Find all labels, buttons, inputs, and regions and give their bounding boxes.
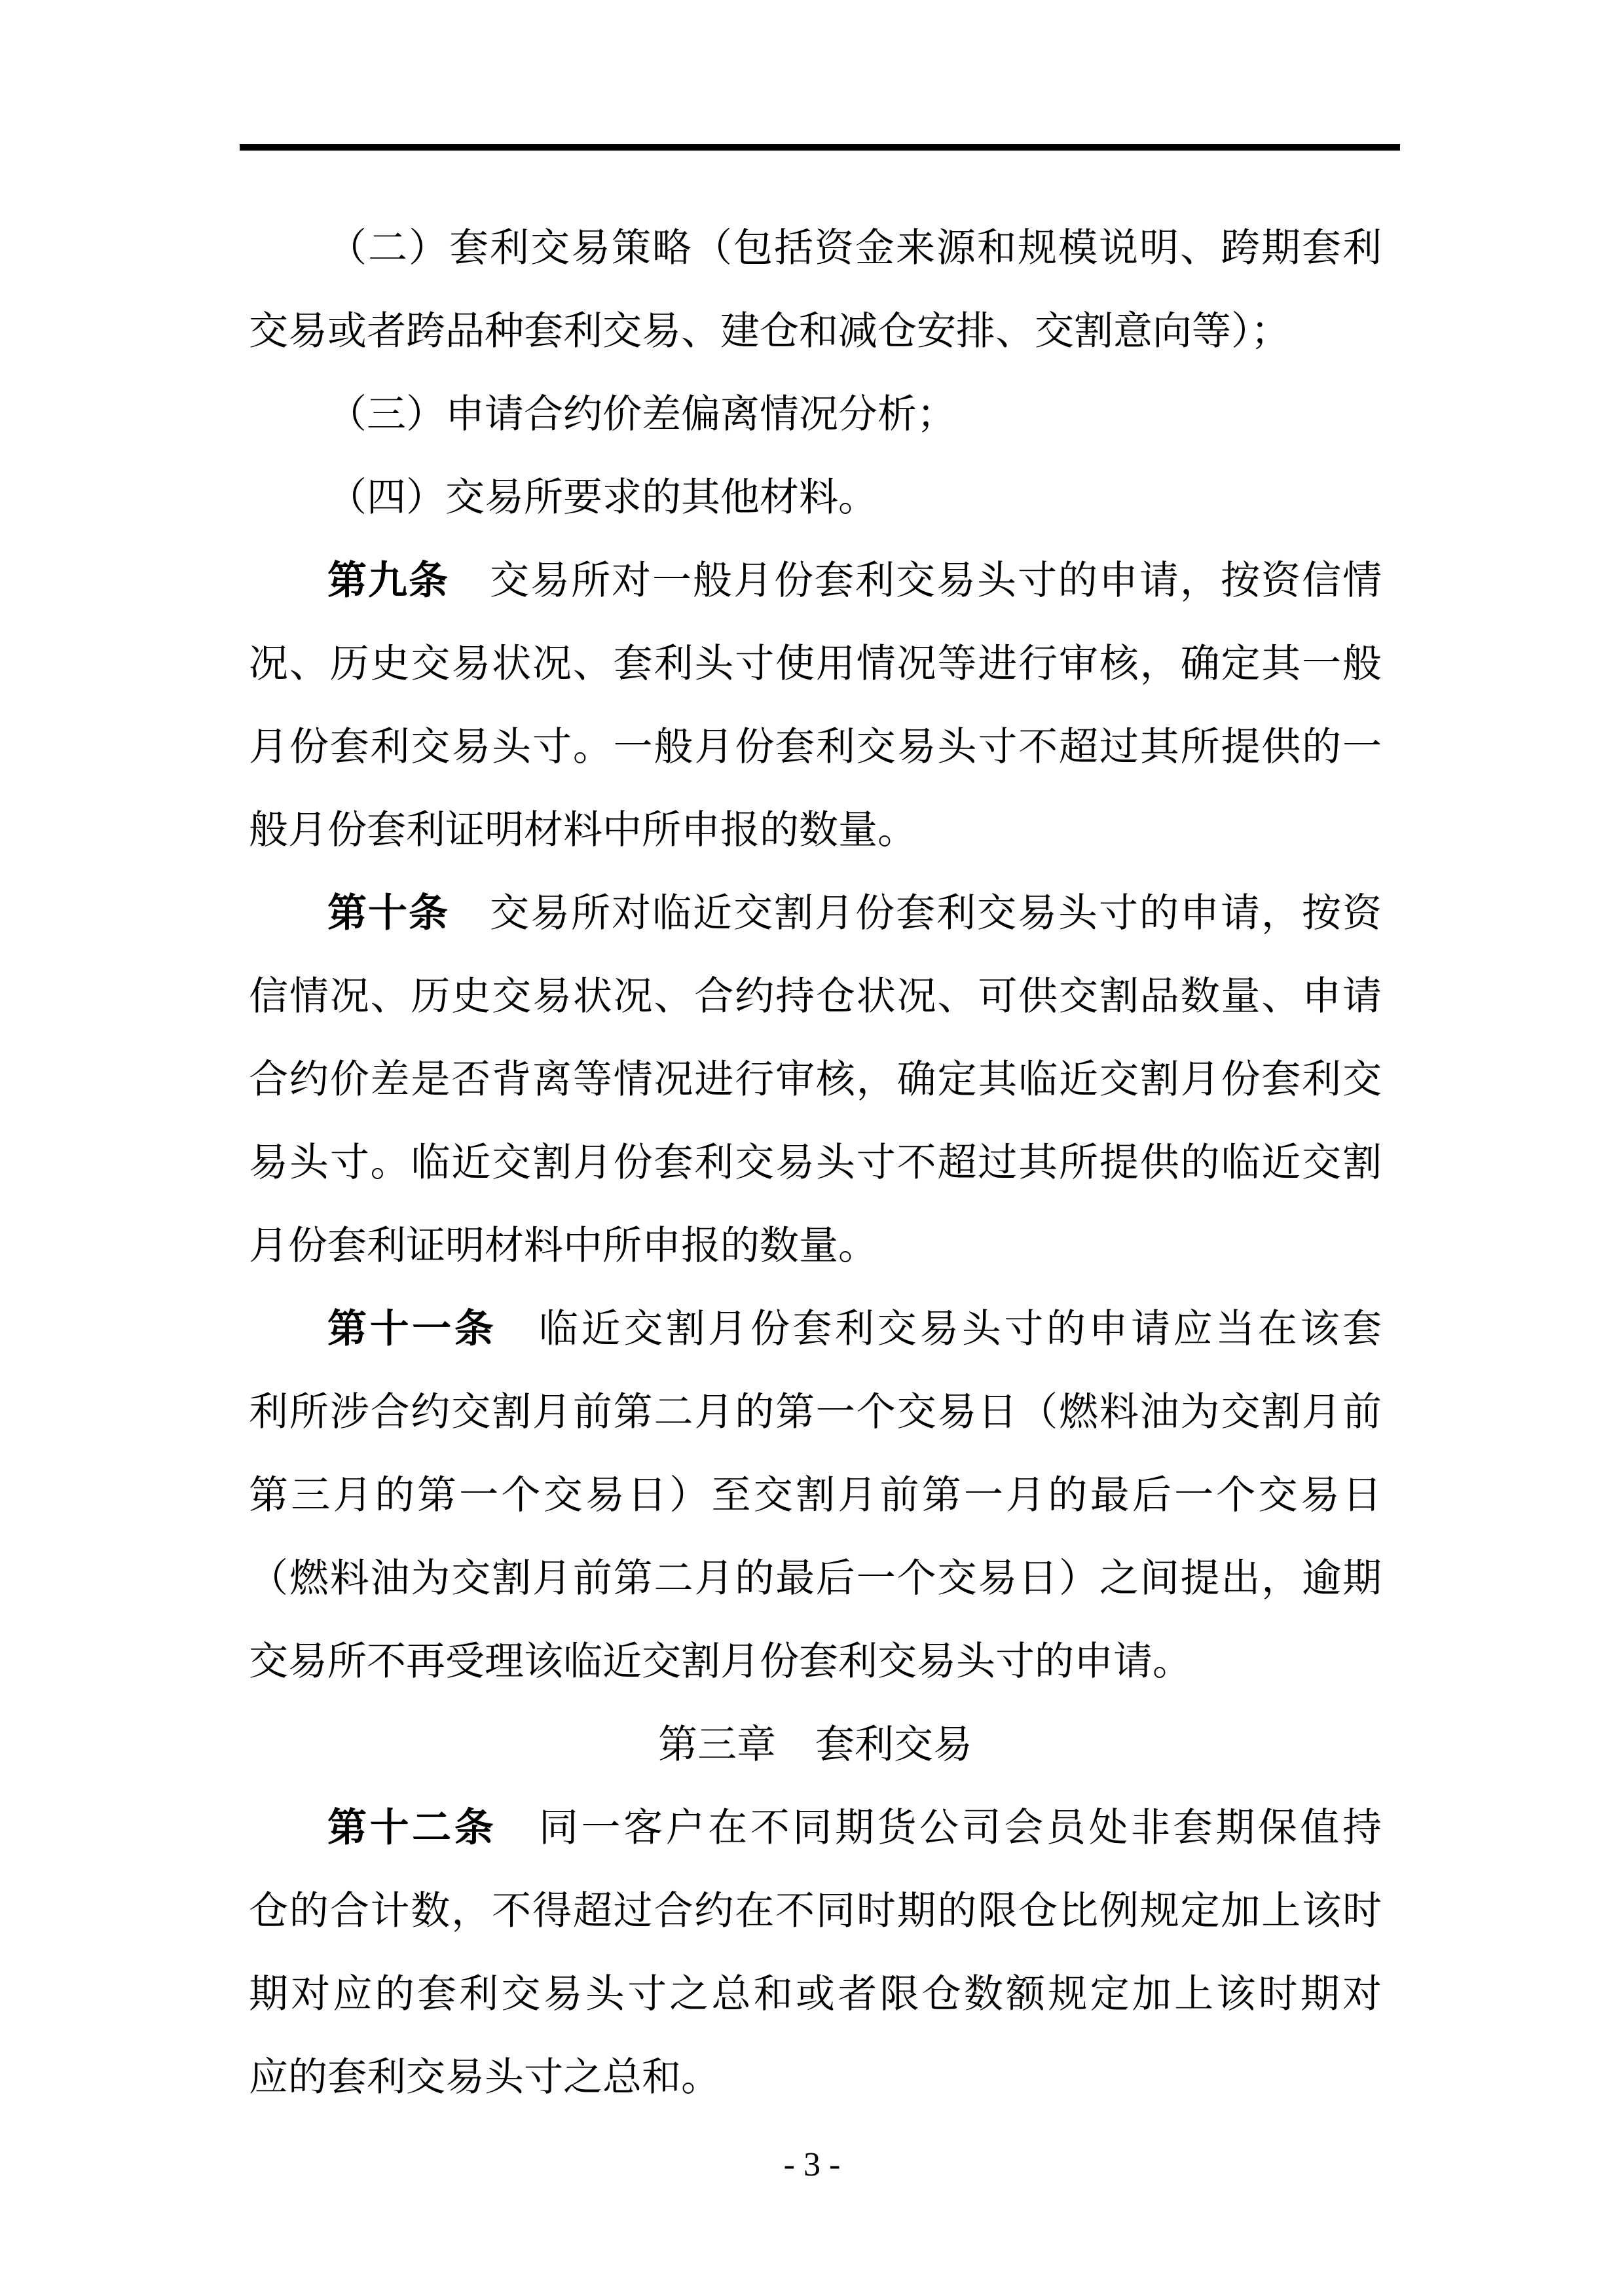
article-number: 第九条: [327, 559, 449, 602]
line-text: 临近交割月份套利交易头寸的申请应当在该套: [496, 1307, 1382, 1351]
text-line: [249, 1371, 1382, 1454]
line-text: 仓的合计数，不得超过合约在不同时期的限仓比例规定加上该时: [249, 1889, 1382, 1933]
text-line: [249, 1288, 1382, 1371]
text-line: [249, 706, 1382, 789]
line-text: 第三月的第一个交易日）至交割月前第一月的最后一个交易日: [249, 1474, 1382, 1517]
text-line: [249, 456, 1382, 539]
line-text: 合约价差是否背离等情况进行审核，确定其临近交割月份套利交: [249, 1058, 1382, 1101]
text-line: [249, 1454, 1382, 1537]
article-number: 第十条: [327, 892, 449, 935]
article-number: 第十一条: [327, 1307, 497, 1351]
line-text: 况、历史交易状况、套利头寸使用情况等进行审核，确定其一般: [249, 642, 1382, 685]
line-text: 月份套利证明材料中所申报的数量。: [249, 1224, 877, 1267]
line-text: 般月份套利证明材料中所申报的数量。: [249, 809, 917, 852]
line-text: 期对应的套利交易头寸之总和或者限仓数额规定加上该时期对: [249, 1973, 1382, 2016]
text-line: [249, 1205, 1382, 1288]
line-text: （二）套利交易策略（包括资金来源和规模说明、跨期套利: [327, 227, 1382, 270]
text-line: [249, 1870, 1382, 1953]
text-line: [249, 2036, 1382, 2119]
text-line: [249, 623, 1382, 706]
text-line: [249, 1787, 1382, 1870]
line-text: 第三章 套利交易: [658, 1723, 972, 1766]
text-line: [249, 872, 1382, 955]
line-text: 易头寸。临近交割月份套利交易头寸不超过其所提供的临近交割: [249, 1141, 1382, 1184]
text-line: [249, 1537, 1382, 1620]
line-text: 信情况、历史交易状况、合约持仓状况、可供交割品数量、申请: [249, 975, 1382, 1018]
line-text: 交易所对临近交割月份套利交易头寸的申请，按资: [449, 892, 1382, 935]
line-text: 交易所不再受理该临近交割月份套利交易头寸的申请。: [249, 1640, 1192, 1683]
header-rule: [240, 144, 1400, 151]
text-line: [249, 1121, 1382, 1205]
line-text: 利所涉合约交割月前第二月的第一个交易日（燃料油为交割月前: [249, 1391, 1382, 1434]
text-line: [249, 1620, 1382, 1704]
text-line: [249, 373, 1382, 456]
page-number: - 3 -: [783, 2146, 841, 2183]
text-line: [249, 1038, 1382, 1121]
line-text: 月份套利交易头寸。一般月份套利交易头寸不超过其所提供的一: [249, 725, 1382, 769]
text-line: [249, 955, 1382, 1038]
text-line: [249, 539, 1382, 623]
line-text: 应的套利交易头寸之总和。: [249, 2056, 720, 2099]
document-body: [249, 207, 1382, 2119]
text-line: [249, 290, 1382, 373]
line-text: 交易所对一般月份套利交易头寸的申请，按资信情: [449, 559, 1382, 602]
line-text: 交易或者跨品种套利交易、建仓和减仓安排、交割意向等）；: [249, 310, 1290, 353]
text-line: [249, 207, 1382, 290]
text-line: [249, 789, 1382, 872]
chapter-heading: [249, 1704, 1382, 1787]
article-number: 第十二条: [327, 1806, 497, 1850]
line-text: （燃料油为交割月前第二月的最后一个交易日）之间提出，逾期: [249, 1557, 1382, 1600]
text-line: [249, 1953, 1382, 2036]
line-text: （四）交易所要求的其他材料。: [327, 476, 877, 519]
line-text: （三）申请合约价差偏离情况分析；: [327, 393, 956, 436]
line-text: 同一客户在不同期货公司会员处非套期保值持: [496, 1806, 1382, 1850]
